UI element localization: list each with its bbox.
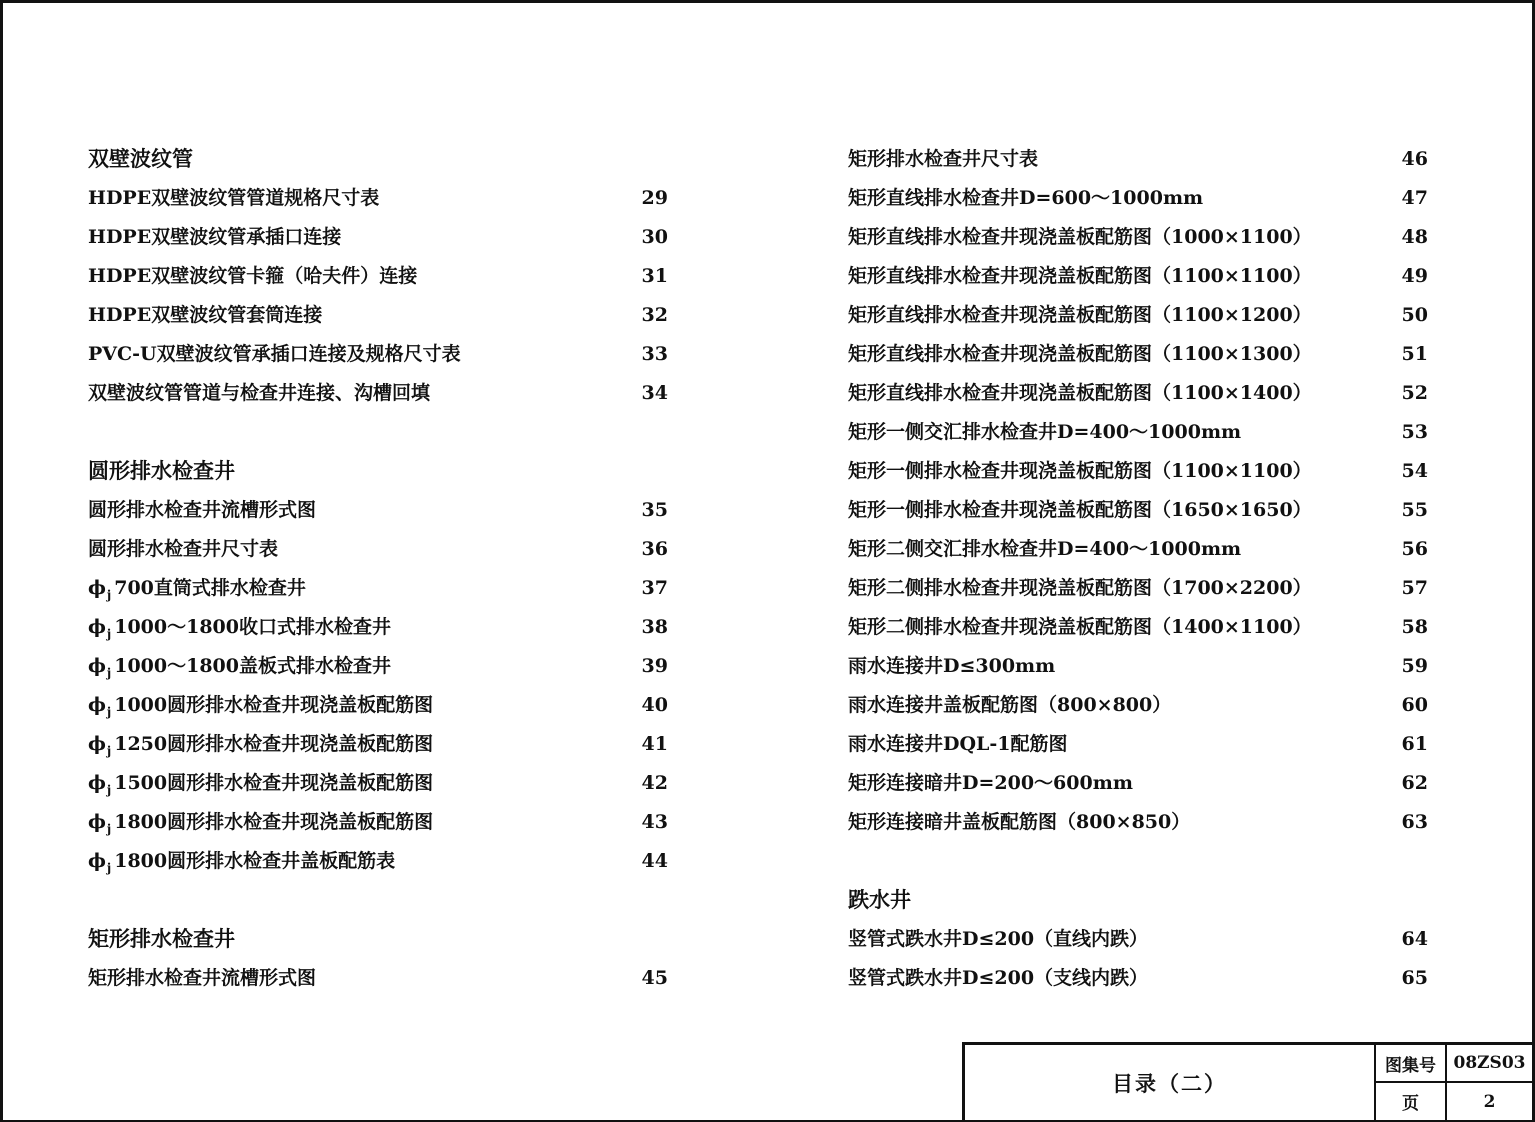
toc-entry-text: HDPE双壁波纹管承插口连接 <box>88 226 342 248</box>
phi-symbol: ϕ <box>88 772 106 794</box>
toc-entry-title <box>88 959 316 998</box>
toc-entry-title <box>848 491 1312 530</box>
section-heading: 矩形排水检查井 <box>88 927 235 951</box>
toc-entry-text: 竖管式跌水井D≤200（直线内跌） <box>848 928 1149 950</box>
title-block <box>962 1042 1532 1120</box>
toc-entry <box>88 764 668 803</box>
toc-entry-page: 63 <box>1401 811 1428 833</box>
toc-entry <box>88 374 668 413</box>
toc-entry-text: 矩形直线排水检查井现浇盖板配筋图（1100×1200） <box>848 304 1312 326</box>
toc-entry-title <box>88 530 278 569</box>
toc-right-column <box>848 140 1428 998</box>
toc-entry <box>848 413 1428 452</box>
atlas-number-label: 图集号 <box>1376 1045 1447 1083</box>
toc-entry-text: 矩形直线排水检查井D=600～1000mm <box>848 187 1204 209</box>
toc-entry-title <box>848 296 1312 335</box>
toc-entry <box>88 725 668 764</box>
toc-entry <box>88 179 668 218</box>
toc-entry-text: 矩形二侧排水检查井现浇盖板配筋图（1400×1100） <box>848 616 1312 638</box>
toc-entry-title <box>848 959 1148 998</box>
phi-symbol: ϕ <box>88 616 106 638</box>
toc-entry-text: 矩形排水检查井流槽形式图 <box>88 967 317 989</box>
toc-entry-text: 矩形直线排水检查井现浇盖板配筋图（1100×1300） <box>848 343 1312 365</box>
toc-entry-title <box>88 803 433 842</box>
toc-entry-title <box>848 452 1312 491</box>
toc-entry-title <box>88 257 417 296</box>
toc-entry-page: 45 <box>641 967 668 989</box>
toc-left-column <box>88 140 668 998</box>
toc-entry-title <box>848 218 1312 257</box>
toc-entry-page: 32 <box>641 304 668 326</box>
toc-entry-text: HDPE双壁波纹管管道规格尺寸表 <box>88 187 380 209</box>
toc-entry-text: 1250圆形排水检查井现浇盖板配筋图 <box>114 733 434 755</box>
toc-entry-title <box>848 257 1312 296</box>
toc-entry-text: 圆形排水检查井流槽形式图 <box>88 499 317 521</box>
toc-entry-title <box>848 803 1190 842</box>
toc-entry <box>88 335 668 374</box>
toc-entry <box>88 842 668 881</box>
toc-entry-title <box>88 764 433 803</box>
toc-entry-page: 57 <box>1401 577 1428 599</box>
toc-entry <box>848 803 1428 842</box>
toc-entry-text: 700直筒式排水检查井 <box>114 577 306 599</box>
toc-entry-title <box>88 725 433 764</box>
toc-entry-page: 53 <box>1401 421 1428 443</box>
toc-entry-text: 矩形一侧排水检查井现浇盖板配筋图（1100×1100） <box>848 460 1312 482</box>
toc-entry-page: 42 <box>641 772 668 794</box>
toc-entry-title <box>88 374 430 413</box>
toc-entry-title <box>848 608 1312 647</box>
toc-entry-page: 41 <box>641 733 668 755</box>
toc-entry-title <box>88 296 322 335</box>
toc-entry-title <box>848 140 1038 179</box>
toc-entry-title <box>848 764 1133 803</box>
toc-entry-page: 50 <box>1401 304 1428 326</box>
toc-entry <box>848 686 1428 725</box>
toc-entry-text: 矩形一侧交汇排水检查井D=400～1000mm <box>848 421 1242 443</box>
toc-entry-text: 矩形直线排水检查井现浇盖板配筋图（1100×1400） <box>848 382 1312 404</box>
toc-entry-page: 30 <box>641 226 668 248</box>
toc-entry-page: 55 <box>1401 499 1428 521</box>
phi-symbol: ϕ <box>88 577 106 599</box>
toc-entry-page: 36 <box>641 538 668 560</box>
toc-entry-page: 33 <box>641 343 668 365</box>
toc-entry-title <box>848 647 1055 686</box>
toc-entry-title <box>848 179 1203 218</box>
page-title: 目录（二） <box>965 1045 1376 1120</box>
toc-entry <box>848 959 1428 998</box>
toc-entry-text: 矩形连接暗井盖板配筋图（800×850） <box>848 811 1191 833</box>
toc-entry-page: 48 <box>1401 226 1428 248</box>
toc-entry <box>848 608 1428 647</box>
toc-entry-page: 43 <box>641 811 668 833</box>
toc-entry-text: 矩形二侧交汇排水检查井D=400～1000mm <box>848 538 1242 560</box>
phi-subscript: j <box>106 666 112 680</box>
toc-entry <box>88 959 668 998</box>
toc-entry <box>88 803 668 842</box>
toc-entry-text: 1800圆形排水检查井盖板配筋表 <box>114 850 396 872</box>
phi-symbol: ϕ <box>88 694 106 716</box>
toc-entry <box>848 569 1428 608</box>
toc-entry-text: 1000～1800收口式排水检查井 <box>114 616 391 638</box>
toc-entry <box>88 296 668 335</box>
phi-symbol: ϕ <box>88 850 106 872</box>
toc-entry <box>88 686 668 725</box>
section-gap <box>88 413 668 452</box>
toc-entry <box>848 725 1428 764</box>
toc-entry <box>848 452 1428 491</box>
toc-entry-page: 62 <box>1401 772 1428 794</box>
toc-entry-text: 矩形一侧排水检查井现浇盖板配筋图（1650×1650） <box>848 499 1312 521</box>
phi-subscript: j <box>106 627 112 641</box>
toc-entry-text: 矩形直线排水检查井现浇盖板配筋图（1100×1100） <box>848 265 1312 287</box>
toc-entry-page: 44 <box>641 850 668 872</box>
toc-entry-page: 38 <box>641 616 668 638</box>
toc-entry-text: PVC-U双壁波纹管承插口连接及规格尺寸表 <box>88 343 461 365</box>
toc-entry-page: 65 <box>1401 967 1428 989</box>
toc-entry-title <box>88 491 316 530</box>
phi-subscript: j <box>106 783 112 797</box>
toc-entry-page: 54 <box>1401 460 1428 482</box>
phi-subscript: j <box>106 822 112 836</box>
toc-entry-title <box>848 725 1068 764</box>
section-heading: 跌水井 <box>848 888 911 912</box>
atlas-number-value: 08ZS03 <box>1447 1045 1532 1083</box>
toc-entry <box>88 608 668 647</box>
toc-entry-title <box>848 569 1312 608</box>
toc-entry-text: HDPE双壁波纹管套筒连接 <box>88 304 323 326</box>
toc-entry-text: 雨水连接井DQL-1配筋图 <box>848 733 1068 755</box>
section-heading: 双壁波纹管 <box>88 147 193 171</box>
page-label: 页 <box>1376 1083 1447 1120</box>
toc-entry-title <box>848 530 1241 569</box>
section-heading: 圆形排水检查井 <box>88 459 235 483</box>
toc-entry-title <box>848 920 1148 959</box>
section-gap <box>88 881 668 920</box>
toc-entry-title <box>88 647 391 686</box>
toc-entry-title <box>88 218 341 257</box>
toc-entry-title <box>88 608 391 647</box>
toc-entry-text: 雨水连接井盖板配筋图（800×800） <box>848 694 1172 716</box>
toc-entry-title <box>88 842 395 881</box>
toc-entry-page: 35 <box>641 499 668 521</box>
toc-entry <box>88 569 668 608</box>
toc-entry <box>848 920 1428 959</box>
toc-entry-text: 双壁波纹管管道与检查井连接、沟槽回填 <box>88 382 431 404</box>
toc-entry-page: 59 <box>1401 655 1428 677</box>
toc-entry-text: 矩形二侧排水检查井现浇盖板配筋图（1700×2200） <box>848 577 1312 599</box>
toc-entry-title <box>88 686 433 725</box>
toc-entry-text: 矩形连接暗井D=200～600mm <box>848 772 1133 794</box>
toc-entry <box>88 218 668 257</box>
toc-entry-title <box>848 686 1171 725</box>
toc-entry <box>88 491 668 530</box>
toc-entry-text: 矩形排水检查井尺寸表 <box>848 148 1039 170</box>
toc-entry-title <box>88 569 306 608</box>
toc-entry-text: 1800圆形排水检查井现浇盖板配筋图 <box>114 811 434 833</box>
toc-entry-text: 圆形排水检查井尺寸表 <box>88 538 279 560</box>
toc-entry-text: 雨水连接井D≤300mm <box>848 655 1056 677</box>
toc-entry-title <box>88 179 379 218</box>
toc-entry-title <box>848 335 1312 374</box>
toc-entry-page: 52 <box>1401 382 1428 404</box>
toc-entry-page: 58 <box>1401 616 1428 638</box>
toc-entry-page: 61 <box>1401 733 1428 755</box>
toc-entry <box>88 257 668 296</box>
toc-entry-page: 34 <box>641 382 668 404</box>
toc-entry-page: 47 <box>1401 187 1428 209</box>
toc-entry <box>88 647 668 686</box>
section-gap <box>848 842 1428 881</box>
toc-entry-page: 49 <box>1401 265 1428 287</box>
toc-entry-text: HDPE双壁波纹管卡箍（哈夫件）连接 <box>88 265 418 287</box>
toc-entry <box>848 179 1428 218</box>
toc-entry <box>848 530 1428 569</box>
toc-entry-title <box>88 335 461 374</box>
toc-entry <box>848 647 1428 686</box>
toc-entry-page: 46 <box>1401 148 1428 170</box>
page-number-value: 2 <box>1483 1091 1496 1112</box>
toc-entry <box>848 218 1428 257</box>
toc-entry-title <box>848 374 1312 413</box>
toc-entry <box>848 257 1428 296</box>
toc-entry <box>848 374 1428 413</box>
toc-entry-title <box>848 413 1241 452</box>
toc-entry-page: 31 <box>641 265 668 287</box>
phi-subscript: j <box>106 861 112 875</box>
toc-entry-page: 40 <box>641 694 668 716</box>
phi-symbol: ϕ <box>88 733 106 755</box>
toc-entry <box>848 764 1428 803</box>
toc-entry <box>88 530 668 569</box>
toc-entry <box>848 335 1428 374</box>
toc-entry-text: 竖管式跌水井D≤200（支线内跌） <box>848 967 1149 989</box>
phi-subscript: j <box>106 588 112 602</box>
toc-entry-page: 64 <box>1401 928 1428 950</box>
phi-symbol: ϕ <box>88 811 106 833</box>
toc-entry-page: 39 <box>641 655 668 677</box>
phi-symbol: ϕ <box>88 655 106 677</box>
toc-entry-page: 51 <box>1401 343 1428 365</box>
toc-entry <box>848 140 1428 179</box>
toc-entry-text: 矩形直线排水检查井现浇盖板配筋图（1000×1100） <box>848 226 1312 248</box>
toc-entry-page: 29 <box>641 187 668 209</box>
toc-entry-page: 56 <box>1401 538 1428 560</box>
toc-entry-page: 37 <box>641 577 668 599</box>
toc-entry-text: 1000圆形排水检查井现浇盖板配筋图 <box>114 694 434 716</box>
toc-entry <box>848 491 1428 530</box>
toc-entry <box>848 296 1428 335</box>
toc-entry-text: 1000～1800盖板式排水检查井 <box>114 655 391 677</box>
toc-entry-page: 60 <box>1401 694 1428 716</box>
phi-subscript: j <box>106 744 112 758</box>
toc-entry-text: 1500圆形排水检查井现浇盖板配筋图 <box>114 772 434 794</box>
phi-subscript: j <box>106 705 112 719</box>
